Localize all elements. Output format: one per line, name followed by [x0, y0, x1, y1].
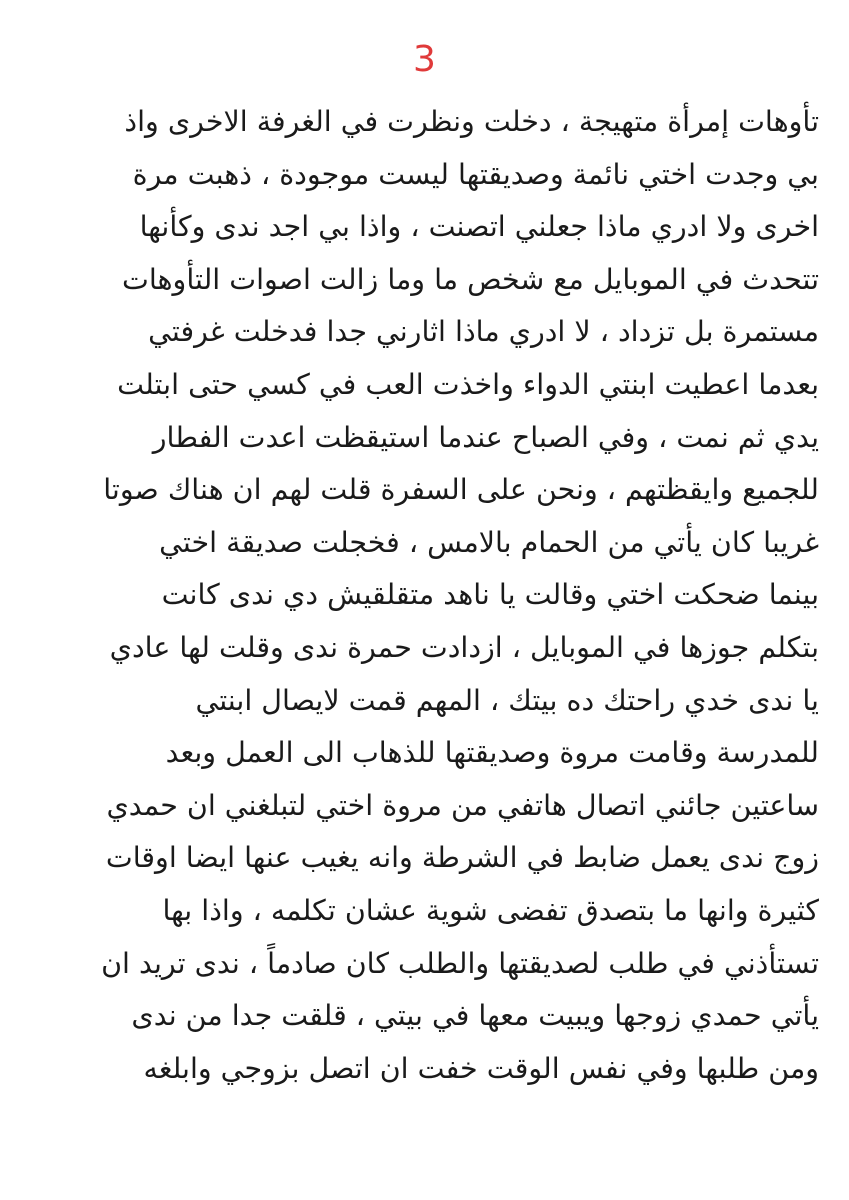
text-line: يا ندى خدي راحتك ده بيتك ، المهم قمت لايصال ابنتي	[195, 683, 819, 717]
text-line: مستمرة بل تزداد ، لا ادري ماذا اثارني جدا فدخلت غرفتي	[148, 315, 819, 349]
body-text	[30, 96, 819, 1095]
text-line: كثيرة وانها ما بتصدق تفضى شوية عشان تكلمه ، واذا بها	[162, 893, 819, 927]
page-number: 3	[413, 39, 436, 80]
text-line: للجميع وايقظتهم ، ونحن على السفرة قلت لهم ان هناك صوتا	[103, 473, 819, 507]
text-line: بي وجدت اختي نائمة وصديقتها ليست موجودة ، ذهبت مرة	[132, 157, 819, 191]
text-line: تستأذني في طلب لصديقتها والطلب كان صادماً ، ندى تريد ان	[101, 946, 819, 980]
text-line: غريبا كان يأتي من الحمام بالامس ، فخجلت صديقة اختي	[159, 525, 819, 559]
text-line: بعدما اعطيت ابنتي الدواء واخذت العب في كسي حتى ابتلت	[117, 367, 819, 401]
text-line: زوج ندى يعمل ضابط في الشرطة وانه يغيب عنها ايضا اوقات	[105, 841, 819, 875]
text-line: بينما ضحكت اختي وقالت يا ناهد متقلقيش دي ندى كانت	[161, 578, 819, 612]
text-line: تأوهات إمرأة متهيجة ، دخلت ونظرت في الغرفة الاخرى واذ	[124, 105, 819, 138]
text-line: بتكلم جوزها في الموبايل ، ازدادت حمرة ندى وقلت لها عادي	[109, 630, 819, 664]
text-line: يدي ثم نمت ، وفي الصباح عندما استيقظت اعدت الفطار	[152, 420, 819, 454]
text-line: ومن طلبها وفي نفس الوقت خفت ان اتصل بزوجي وابلغه	[143, 1051, 819, 1085]
text-line: ساعتين جائني اتصال هاتفي من مروة اختي لتبلغني ان حمدي	[106, 788, 819, 822]
text-line: يأتي حمدي زوجها ويبيت معها في بيتي ، قلقت جدا من ندى	[131, 999, 819, 1033]
text-line: اخرى ولا ادري ماذا جعلني اتصنت ، واذا بي اجد ندى وكأنها	[139, 210, 819, 244]
text-line: تتحدث في الموبايل مع شخص ما وما زالت اصوات التأوهات	[122, 262, 819, 296]
text-line: للمدرسة وقامت مروة وصديقتها للذهاب الى العمل وبعد	[165, 736, 819, 770]
